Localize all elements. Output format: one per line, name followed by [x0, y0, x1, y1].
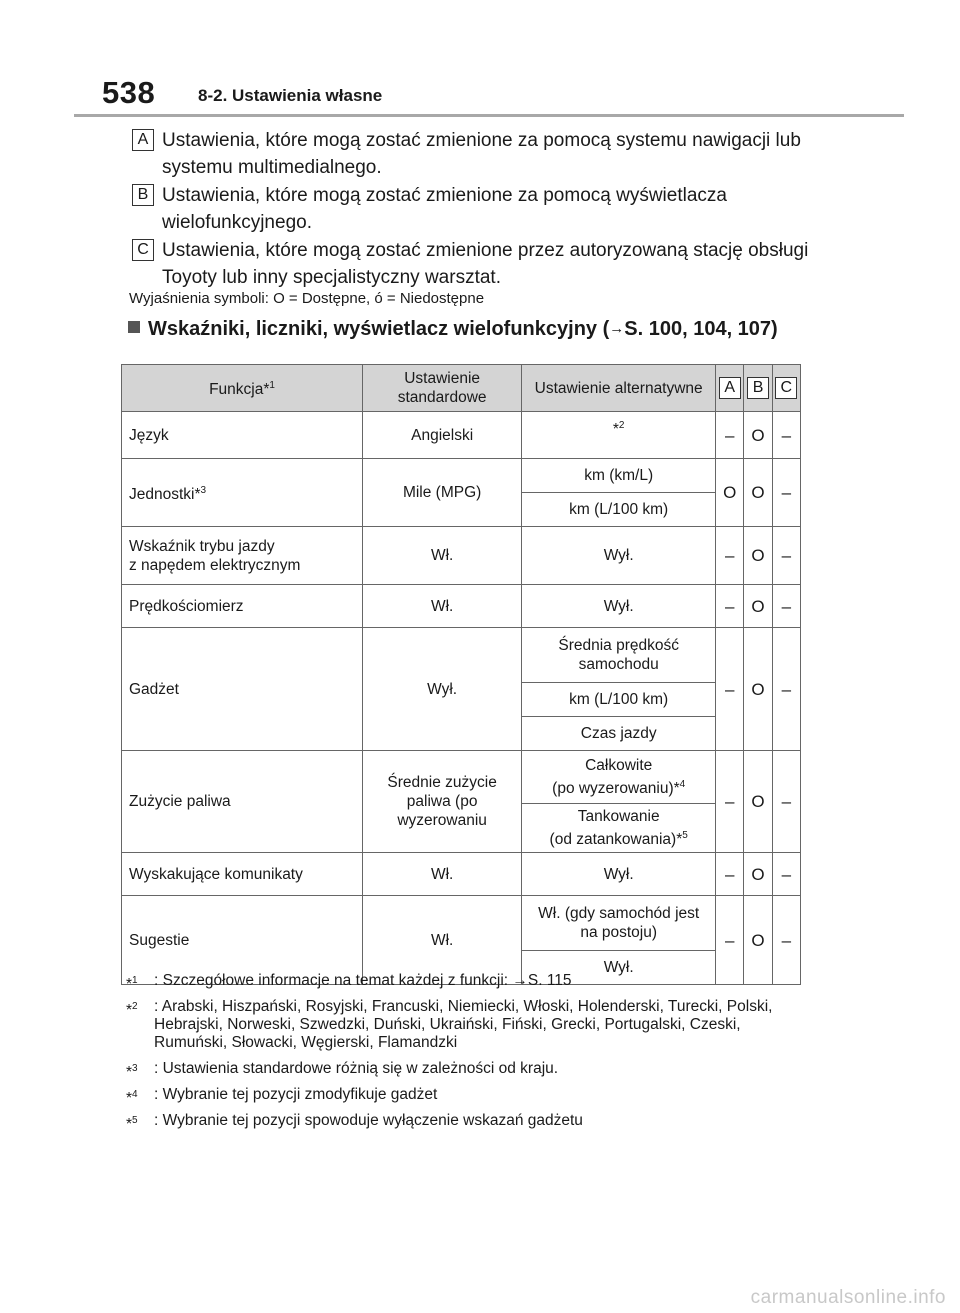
- arrow-right-icon: →: [609, 320, 625, 337]
- cell-function: Jednostki*$^3$: [122, 459, 363, 527]
- cell-alt: Średnia prędkość samochodu: [522, 628, 716, 683]
- cell-alt: km (L/100 km): [522, 493, 716, 527]
- table-header-row: [122, 365, 801, 412]
- cell-a: –: [716, 585, 744, 628]
- header-rule: [74, 114, 904, 117]
- cell-c: –: [772, 853, 800, 896]
- table-row: [122, 459, 801, 493]
- cell-alt: Czas jazdy: [522, 717, 716, 751]
- cell-alt: Wył.: [522, 951, 716, 985]
- cell-b: O: [744, 751, 772, 853]
- cell-function: Prędkościomierz: [122, 585, 363, 628]
- cell-default: Wł.: [363, 527, 522, 585]
- cell-a: –: [716, 527, 744, 585]
- table-row: [122, 628, 801, 683]
- cell-default: Mile (MPG): [363, 459, 522, 527]
- legend-text-c: Ustawienia, które mogą zostać zmienione przez autoryzowaną stację obsługi Toyoty lub inny specjalistyczny warsztat.: [162, 240, 809, 288]
- cell-a: –: [716, 751, 744, 853]
- footnote-3: *$^3$ : Ustawienia standardowe różnią się w zależności od kraju.: [126, 1060, 559, 1082]
- header-b: B: [744, 365, 772, 412]
- cell-alt: Wył.: [522, 853, 716, 896]
- cell-a: –: [716, 628, 744, 751]
- cell-function: Wyskakujące komunikaty: [122, 853, 363, 896]
- cell-alt: Wł. (gdy samochód jest na postoju): [522, 896, 716, 951]
- cell-b: O: [744, 853, 772, 896]
- cell-b: O: [744, 412, 772, 459]
- cell-c: –: [772, 527, 800, 585]
- header-c: C: [772, 365, 800, 412]
- settings-table: [121, 364, 801, 985]
- table-row: [122, 896, 801, 951]
- cell-a: –: [716, 896, 744, 985]
- cell-b: O: [744, 527, 772, 585]
- header-alternative: Ustawienie alternatywne: [522, 365, 716, 412]
- table-heading-ref: S. 100, 104, 107): [624, 318, 778, 340]
- cell-c: –: [772, 412, 800, 459]
- page-number: 538: [102, 75, 156, 110]
- table-row: [122, 751, 801, 804]
- legend-item-a: [128, 127, 818, 181]
- cell-c: –: [772, 585, 800, 628]
- cell-alt: km (L/100 km): [522, 683, 716, 717]
- cell-b: O: [744, 459, 772, 527]
- cell-default: Wł.: [363, 853, 522, 896]
- legend-box-a: A: [132, 129, 154, 151]
- footnote-5: *$^5$ : Wybranie tej pozycji spowoduje wyłączenie wskazań gadżetu: [126, 1112, 583, 1134]
- cell-a: –: [716, 853, 744, 896]
- header-a: A: [716, 365, 744, 412]
- table-heading-text: Wskaźniki, liczniki, wyświetlacz wielofunkcyjny (: [148, 318, 610, 340]
- symbols-note: Wyjaśnienia symboli: O = Dostępne, ó = Niedostępne: [129, 290, 485, 307]
- cell-c: –: [772, 459, 800, 527]
- legend-item-b: [128, 182, 818, 236]
- header-function: Funkcja*$^1$: [122, 365, 363, 412]
- cell-default: Wył.: [363, 628, 522, 751]
- cell-c: –: [772, 896, 800, 985]
- cell-a: O: [716, 459, 744, 527]
- cell-alt: Wył.: [522, 585, 716, 628]
- cell-alt: km (km/L): [522, 459, 716, 493]
- footnote-4: *$^4$ : Wybranie tej pozycji zmodyfikuje gadżet: [126, 1086, 438, 1108]
- cell-function: Sugestie: [122, 896, 363, 985]
- footnote-1: *$^1$ : Szczegółowe informacje na temat każdej z funkcji: →S. 115: [126, 972, 572, 994]
- cell-function: Zużycie paliwa: [122, 751, 363, 853]
- cell-function: Wskaźnik trybu jazdy z napędem elektrycznym: [122, 527, 363, 585]
- cell-alt: Tankowanie (od zatankowania)*$^5$: [522, 804, 716, 853]
- watermark: carmanualsonline.info: [750, 1287, 946, 1308]
- table-heading: [128, 318, 778, 341]
- cell-function: Gadżet: [122, 628, 363, 751]
- header-default: Ustawienie standardowe: [363, 365, 522, 412]
- cell-alt: Wył.: [522, 527, 716, 585]
- cell-c: –: [772, 628, 800, 751]
- cell-b: O: [744, 896, 772, 985]
- legend-box-c: C: [132, 239, 154, 261]
- cell-default: Wł.: [363, 896, 522, 985]
- bullet-square-icon: [128, 321, 140, 333]
- cell-c: –: [772, 751, 800, 853]
- table-row: [122, 527, 801, 585]
- cell-function: Język: [122, 412, 363, 459]
- legend-item-c: [128, 237, 818, 291]
- cell-alt: Całkowite (po wyzerowaniu)*$^4$: [522, 751, 716, 804]
- section-title: 8-2. Ustawienia własne: [198, 86, 383, 105]
- legend-text-a: Ustawienia, które mogą zostać zmienione za pomocą systemu nawigacji lub systemu multimedialnego.: [162, 130, 801, 178]
- footnote-2: *$^2$ : Arabski, Hiszpański, Rosyjski, Francuski, Niemiecki, Włoski, Holenderski, Turecki, Polski, Hebrajski, Norweski, Szwedzki, Duński, Ukraiński, Fiński, Grecki, Portugalski, Czeski, Rumuński, Słowacki, Węgierski, Flamandzki: [126, 998, 773, 1051]
- cell-alt: *$^2$: [522, 412, 716, 459]
- cell-b: O: [744, 585, 772, 628]
- arrow-right-icon: →: [512, 972, 528, 989]
- table-row: [122, 853, 801, 896]
- legend-box-b: B: [132, 184, 154, 206]
- cell-default: Wł.: [363, 585, 522, 628]
- table-row: [122, 412, 801, 459]
- cell-default: Średnie zużycie paliwa (po wyzerowaniu: [363, 751, 522, 853]
- cell-default: Angielski: [363, 412, 522, 459]
- table-row: [122, 585, 801, 628]
- footnotes: [126, 972, 806, 1138]
- cell-b: O: [744, 628, 772, 751]
- cell-a: –: [716, 412, 744, 459]
- legend-text-b: Ustawienia, które mogą zostać zmienione za pomocą wyświetlacza wielofunkcyjnego.: [162, 185, 727, 233]
